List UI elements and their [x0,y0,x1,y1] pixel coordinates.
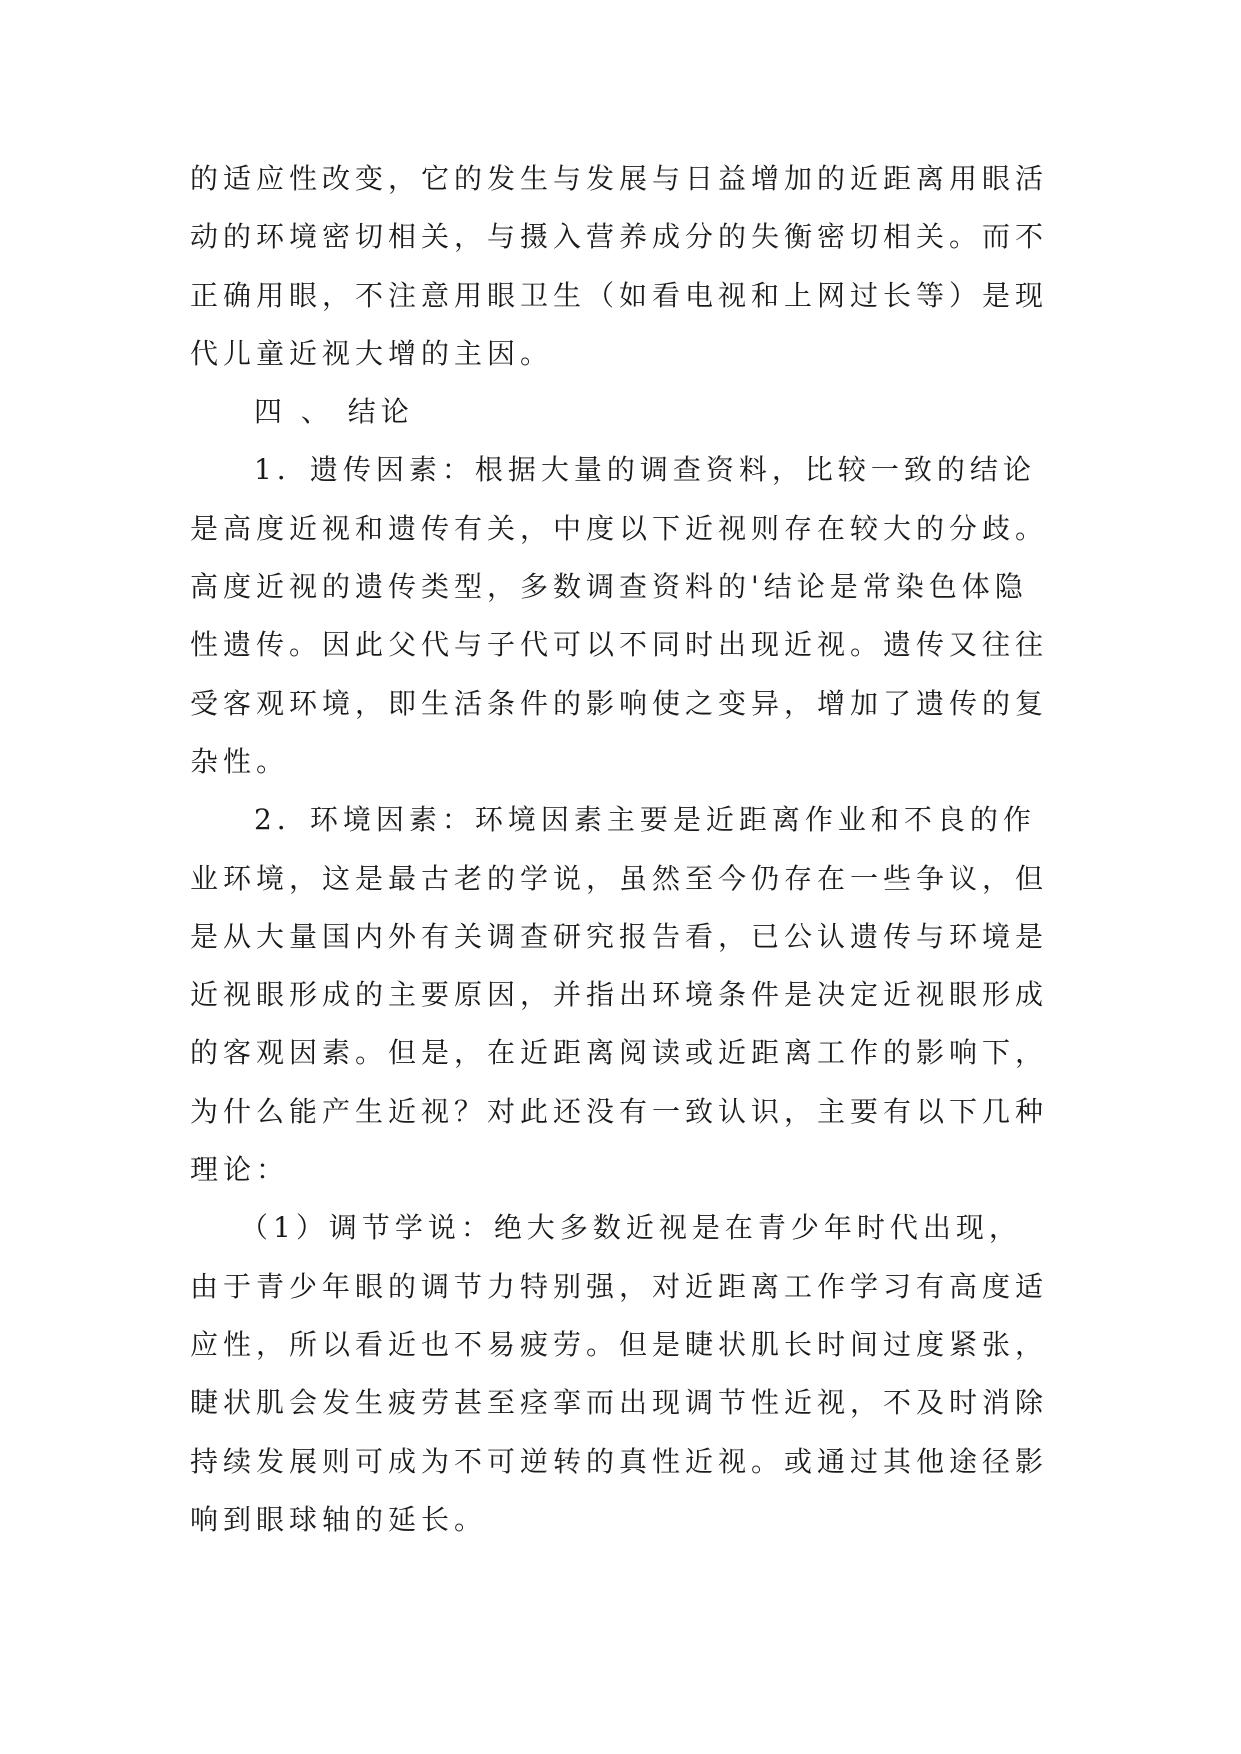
paragraph-line: 是从大量国内外有关调查研究报告看，已公认遗传与环境是 [190,919,1049,953]
paragraph-line: 受客观环境，即生活条件的影响使之变异，增加了遗传的复 [190,686,1049,720]
paragraph-line: 杂性。 [190,744,290,778]
paragraph-line: 性遗传。因此父代与子代可以不同时出现近视。遗传又往往 [190,628,1049,662]
paragraph-line: 持续发展则可成为不可逆转的真性近视。或通过其他途径影 [190,1444,1049,1478]
paragraph-line: 1．遗传因素：根据大量的调查资料，比较一致的结论 [254,453,1036,487]
paragraph-line: 的适应性改变，它的发生与发展与日益增加的近距离用眼活 [190,162,1049,195]
paragraph-line: 动的环境密切相关，与摄入营养成分的失衡密切相关。而不 [190,220,1049,254]
paragraph-line: 为什么能产生近视？对此还没有一致认识，主要有以下几种 [190,1094,1049,1128]
paragraph-line: 睫状肌会发生疲劳甚至痉挛而出现调节性近视，不及时消除 [190,1386,1049,1420]
paragraph-line: 理论： [190,1153,290,1187]
body-text [190,150,1070,1549]
paragraph-line: 代儿童近视大增的主因。 [190,336,554,370]
paragraph-line: 正确用眼，不注意用眼卫生（如看电视和上网过长等）是现 [190,278,1049,312]
paragraph-line: 业环境，这是最古老的学说，虽然至今仍存在一些争议，但 [190,861,1049,895]
paragraph-line: 近视眼形成的主要原因，并指出环境条件是决定近视眼形成 [190,978,1049,1012]
paragraph-line: 高度近视的遗传类型，多数调查资料的'结论是常染色体隐 [190,570,1028,604]
paragraph-line: 由于青少年眼的调节力特别强，对近距离工作学习有高度适 [190,1269,1049,1303]
paragraph-line: 2．环境因素：环境因素主要是近距离作业和不良的作 [254,803,1036,837]
paragraph-line: 响到眼球轴的延长。 [190,1502,488,1536]
paragraph-line: 的客观因素。但是，在近距离阅读或近距离工作的影响下， [190,1036,1049,1070]
section-heading: 四 、 结论 [254,395,414,429]
paragraph-line: 应性，所以看近也不易疲劳。但是睫状肌长时间过度紧张， [190,1327,1049,1361]
paragraph-line: （1）调节学说：绝大多数近视是在青少年时代出现， [240,1211,1022,1245]
paragraph-line: 是高度近视和遗传有关，中度以下近视则存在较大的分歧。 [190,511,1049,545]
